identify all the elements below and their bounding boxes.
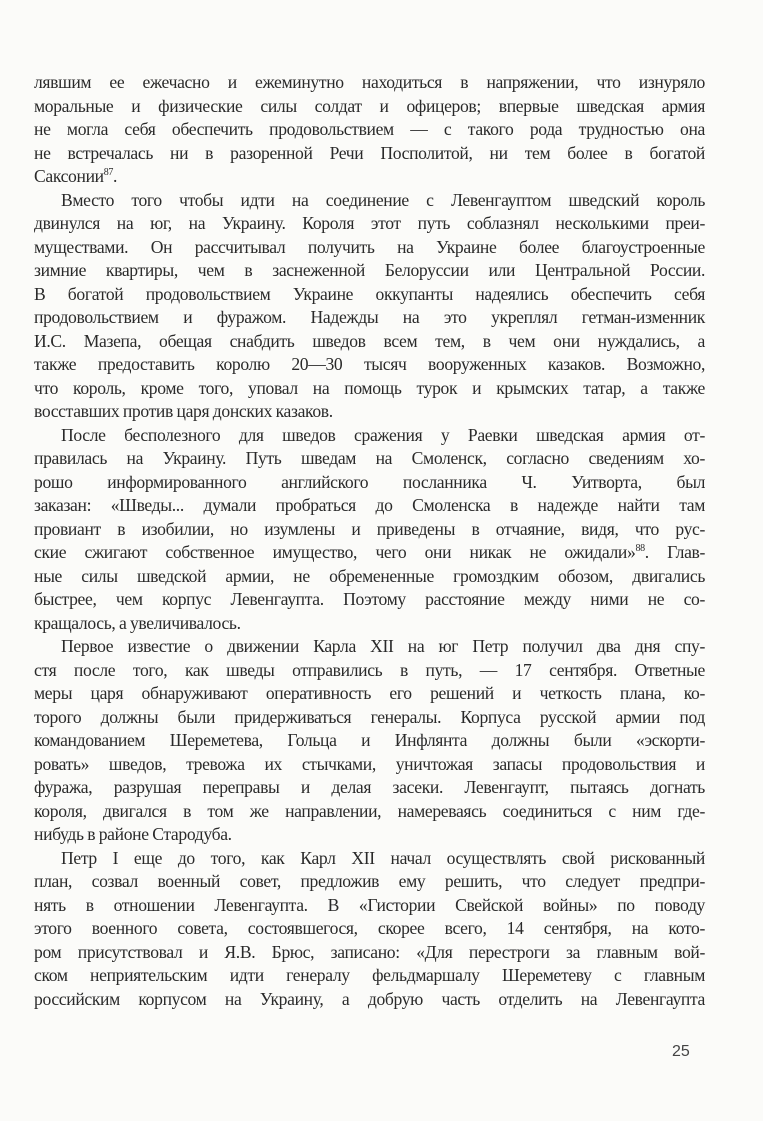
text-line: правилась на Украину. Путь шведам на Смоленск, согласно сведениям хо- <box>34 448 705 468</box>
line-text: ские сжигают собственное имущество, чего они никак не ожидали» <box>34 542 636 562</box>
text-line: зимние квартиры, чем в заснеженной Белоруссии или Центральной России. <box>34 260 705 280</box>
text-line: ском неприятельским идти генералу фельдмаршалу Шереметеву с главным <box>34 965 705 985</box>
footnote-ref[interactable]: 88 <box>635 543 645 554</box>
text-line: заказан: «Шведы... думали пробраться до Смоленска в надежде найти там <box>34 495 705 515</box>
text-line: Вместо того чтобы идти на соединение с Левенгауптом шведский король <box>61 189 705 210</box>
paragraph <box>34 189 705 424</box>
text-line: российским корпусом на Украину, а добрую часть отделить на Левенгаупта <box>34 988 705 1009</box>
text-line: провиант в изобилии, но изумлены и приведены в отчаяние, видя, что рус- <box>34 518 705 539</box>
text-line <box>34 541 705 565</box>
text-line: этого военного совета, состоявшегося, скорее всего, 14 сентября, на кото- <box>34 918 705 938</box>
text-line: лявшим ее ежечасно и ежеминутно находиться в напряжении, что изнуряло <box>34 72 705 92</box>
text-line: восставших против царя донских казаков. <box>34 401 333 421</box>
text-line: ные силы шведской армии, не обремененные громоздким обозом, двигались <box>34 565 705 586</box>
paragraph <box>34 635 705 847</box>
text-line: быстрее, чем корпус Левенгаупта. Поэтому расстояние между ними не со- <box>34 589 705 609</box>
text-line: торого должны были придерживаться генералы. Корпуса русской армии под <box>34 706 705 727</box>
text-line: также предоставить королю 20—30 тысяч вооруженных казаков. Возможно, <box>34 354 705 374</box>
text-line: не встречалась ни в разоренной Речи Посполитой, ни тем более в богатой <box>34 142 705 163</box>
text-line: ром присутствовал и Я.В. Брюс, записано: «Для перестроги за главным вой- <box>34 941 705 962</box>
text-line: И.С. Мазепа, обещая снабдить шведов всем тем, в чем они нуждались, а <box>34 330 705 351</box>
text-line: кращалось, а увеличивалось. <box>34 612 241 633</box>
text-line: Первое известие о движении Карла XII на юг Петр получил два дня спу- <box>61 636 705 656</box>
text-line: моральные и физические силы солдат и офицеров; впервые шведская армия <box>34 95 705 116</box>
footnote-ref[interactable]: 87 <box>103 167 114 178</box>
text-line: не могла себя обеспечить продовольствием — с такого рода трудностью она <box>34 119 705 139</box>
line-text: . Глав- <box>644 542 705 562</box>
text-line: ровать» шведов, тревожа их стычками, уничтожая запасы продовольствия и <box>34 753 705 774</box>
line-text: . <box>113 166 118 186</box>
text-line: Петр I еще до того, как Карл XII начал осуществлять свой рискованный <box>61 847 705 868</box>
paragraph <box>34 847 705 1012</box>
text-line: стя после того, как шведы отправились в путь, — 17 сентября. Ответные <box>34 659 705 680</box>
text-line: короля, двигался в том же направлении, намереваясь соединиться с ним где- <box>34 800 705 821</box>
text-line: В богатой продовольствием Украине оккупанты надеялись обеспечить себя <box>34 283 705 304</box>
text-line: нять в отношении Левенгаупта. В «Гистории Свейской войны» по поводу <box>34 894 705 915</box>
text-line: муществами. Он рассчитывал получить на Украине более благоустроенные <box>34 236 705 257</box>
text-line: После бесполезного для шведов сражения у Раевки шведская армия от- <box>61 424 705 445</box>
text-line: продовольствием и фуражом. Надежды на это укреплял гетман-изменник <box>34 307 705 327</box>
text-line: что король, кроме того, уповал на помощь турок и крымских татар, а также <box>34 377 705 398</box>
text-line: план, созвал военный совет, предложив ему решить, что следует предпри- <box>34 871 705 891</box>
text-line: нибудь в районе Стародуба. <box>34 824 232 844</box>
text-line: фуража, разрушая переправы и делая засеки. Левенгаупт, пытаясь догнать <box>34 777 705 797</box>
text-line: меры царя обнаруживают оперативность его решений и четкость плана, ко- <box>34 683 705 703</box>
page-body <box>34 71 705 1011</box>
text-line: командованием Шереметева, Гольца и Инфлянта должны были «эскорти- <box>34 730 705 750</box>
text-line <box>34 165 705 189</box>
page-number: 25 <box>672 1043 690 1060</box>
line-text: Саксонии <box>34 166 104 186</box>
paragraph <box>34 71 705 189</box>
paragraph <box>34 424 705 636</box>
text-line: двинулся на юг, на Украину. Короля этот путь соблазнял несколькими преи- <box>34 213 705 233</box>
text-line: рошо информированного английского посланника Ч. Уитворта, был <box>34 471 705 492</box>
